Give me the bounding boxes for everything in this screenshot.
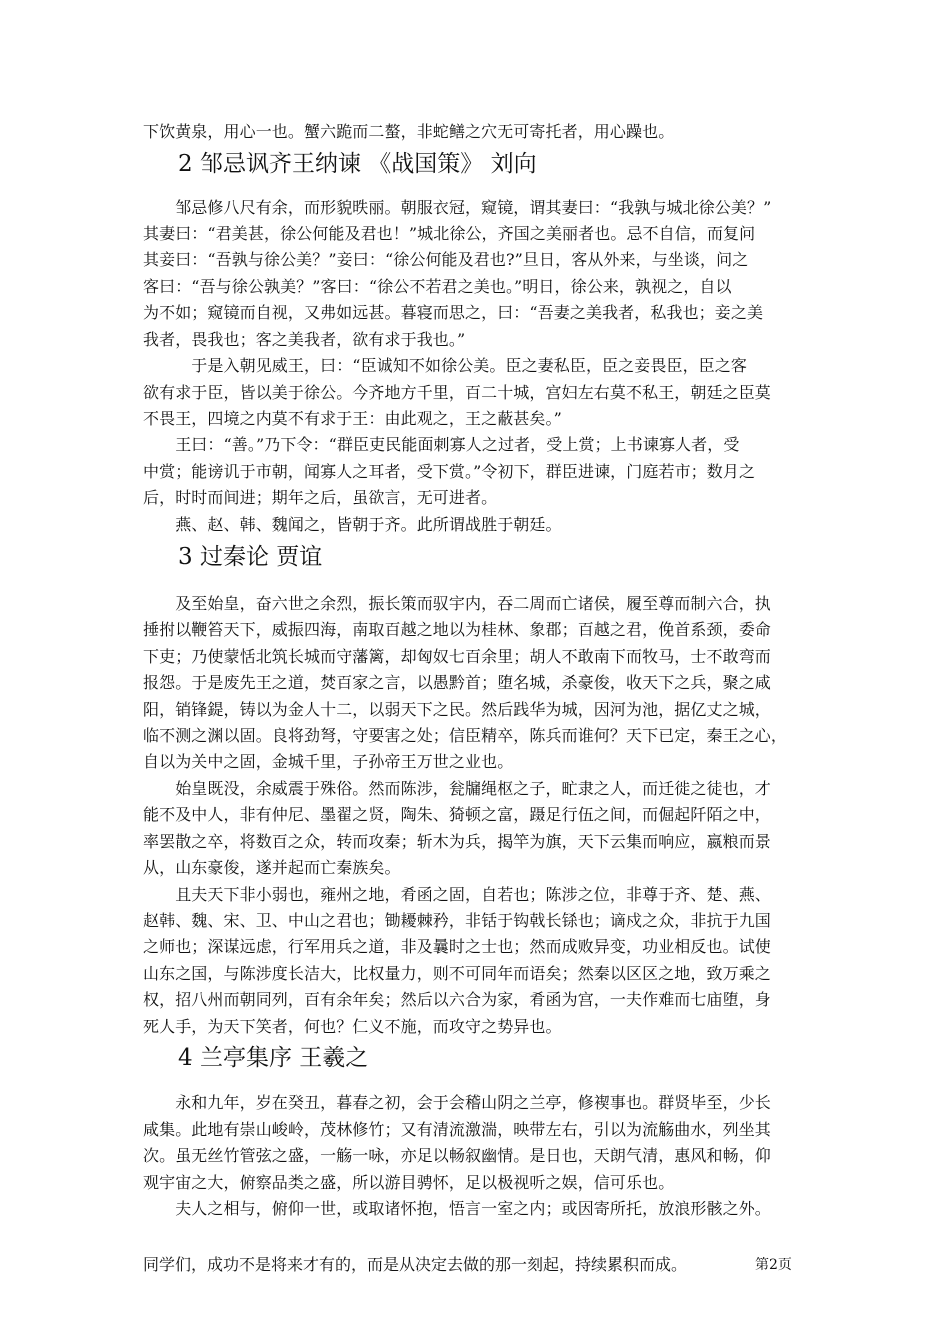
text-line: 捶拊以鞭笞天下，威振四海，南取百越之地以为桂林、象郡；百越之君，俛首系颈，委命	[143, 620, 771, 639]
text-line: 始皇既没，余威震于殊俗。然而陈涉，瓮牖绳枢之子，甿隶之人，而迁徙之徒也，才	[143, 779, 771, 798]
page-number: 第2页	[755, 1257, 792, 1273]
section-heading: 3 过秦论 贾谊	[178, 544, 323, 570]
text-line: 权，招八州而朝同列，百有余年矣；然后以六合为家，肴函为宫，一夫作难而七庙堕，身	[143, 990, 771, 1009]
text-line: 燕、赵、韩、魏闻之，皆朝于齐。此所谓战胜于朝廷。	[143, 515, 562, 534]
text-line: 咸集。此地有崇山峻岭，茂林修竹；又有清流激湍，映带左右，引以为流觞曲水，列坐其	[143, 1120, 771, 1139]
text-line: 我者，畏我也；客之美我者，欲有求于我也。”	[143, 330, 466, 349]
text-line: 次。虽无丝竹管弦之盛，一觞一咏，亦足以畅叙幽情。是日也，天朗气清，惠风和畅，仰	[143, 1146, 771, 1165]
text-line: 阳，销锋鍉，铸以为金人十二，以弱天下之民。然后践华为城，因河为池，据亿丈之城，	[143, 700, 771, 719]
text-line: 为不如；窥镜而自视，又弗如远甚。暮寝而思之，曰：“吾妻之美我者，私我也；妾之美	[143, 303, 764, 322]
text-line: 及至始皇，奋六世之余烈，振长策而驭宇内，吞二周而亡诸侯，履至尊而制六合，执	[143, 594, 771, 613]
text-line: 下吏；乃使蒙恬北筑长城而守藩篱，却匈奴七百余里；胡人不敢南下而牧马，士不敢弯而	[143, 647, 771, 666]
section-heading: 2 邹忌讽齐王纳谏 《战国策》 刘向	[178, 151, 537, 177]
text-line: 不畏王，四境之内莫不有求于王：由此观之，王之蔽甚矣。”	[143, 409, 562, 428]
text-line: 之师也；深谋远虑，行军用兵之道，非及曩时之士也；然而成败异变，功业相反也。试使	[143, 937, 771, 956]
text-line: 且夫天下非小弱也，雍州之地，肴函之固，自若也；陈涉之位，非尊于齐、楚、燕、	[143, 885, 771, 904]
text-line: 自以为关中之固，金城千里，子孙帝王万世之业也。	[143, 752, 514, 771]
text-line: 山东之国，与陈涉度长洁大，比权量力，则不可同年而语矣；然秦以区区之地，致万乘之	[143, 964, 771, 983]
text-line: 报怨。于是废先王之道，焚百家之言，以愚黔首；堕名城，杀豪俊，收天下之兵，聚之咸	[143, 673, 771, 692]
text-line: 夫人之相与，俯仰一世，或取诸怀抱，悟言一室之内；或因寄所托，放浪形骸之外。	[143, 1199, 771, 1218]
text-line: 赵韩、魏、宋、卫、中山之君也；锄耰棘矜，非铦于钩戟长铩也；谪戍之众，非抗于九国	[143, 911, 771, 930]
text-line: 率罢散之卒，将数百之众，转而攻秦；斩木为兵，揭竿为旗，天下云集而响应，嬴粮而景	[143, 832, 771, 851]
text-line: 客曰：“吾与徐公孰美？”客曰：“徐公不若君之美也。”明日，徐公来，孰视之，自以	[143, 277, 732, 296]
text-line: 从，山东豪俊，遂并起而亡秦族矣。	[143, 858, 401, 877]
text-line: 王曰：“善。”乃下令：“群臣吏民能面刺寡人之过者，受上赏；上书谏寡人者，受	[143, 435, 740, 454]
text-line: 欲有求于臣，皆以美于徐公。今齐地方千里，百二十城，宫妇左右莫不私王，朝廷之臣莫	[143, 383, 771, 402]
text-line: 中赏；能谤讥于市朝，闻寡人之耳者，受下赏。”令初下，群臣进谏，门庭若市；数月之	[143, 462, 756, 481]
footer-text: 同学们，成功不是将来才有的，而是从决定去做的那一刻起，持续累积而成。	[143, 1255, 688, 1274]
text-line: 其妾曰：“吾孰与徐公美？”妾曰：“徐公何能及君也?”旦日，客从外来，与坐谈，问之	[143, 250, 749, 269]
text-line: 临不测之渊以固。良将劲弩，守要害之处；信臣精卒，陈兵而谁何？天下已定，秦王之心，	[143, 726, 788, 745]
text-line: 其妻曰：“君美甚，徐公何能及君也！”城北徐公，齐国之美丽者也。忌不自信，而复问	[143, 224, 756, 243]
text-line: 后，时时而间进；期年之后，虽欲言，无可进者。	[143, 488, 498, 507]
text-line: 观宇宙之大，俯察品类之盛，所以游目骋怀，足以极视听之娱，信可乐也。	[143, 1173, 675, 1192]
text-line: 死人手，为天下笑者，何也？仁义不施，而攻守之势异也。	[143, 1017, 562, 1036]
text-line: 永和九年，岁在癸丑，暮春之初，会于会稽山阴之兰亭，修褉事也。群贤毕至，少长	[143, 1093, 771, 1112]
section-heading: 4 兰亭集序 王羲之	[178, 1045, 369, 1071]
text-line: 下饮黄泉，用心一也。蟹六跪而二螯，非蛇鳝之穴无可寄托者，用心躁也。	[143, 122, 675, 141]
text-line: 能不及中人，非有仲尼、墨翟之贤，陶朱、猗顿之富，蹑足行伍之间，而倔起阡陌之中，	[143, 805, 771, 824]
text-line: 于是入朝见威王，曰：“臣诚知不如徐公美。臣之妻私臣，臣之妾畏臣，臣之客	[143, 356, 747, 375]
text-line: 邹忌修八尺有余，而形貌昳丽。朝服衣冠，窥镜，谓其妻曰：“我孰与城北徐公美？”	[143, 198, 772, 217]
